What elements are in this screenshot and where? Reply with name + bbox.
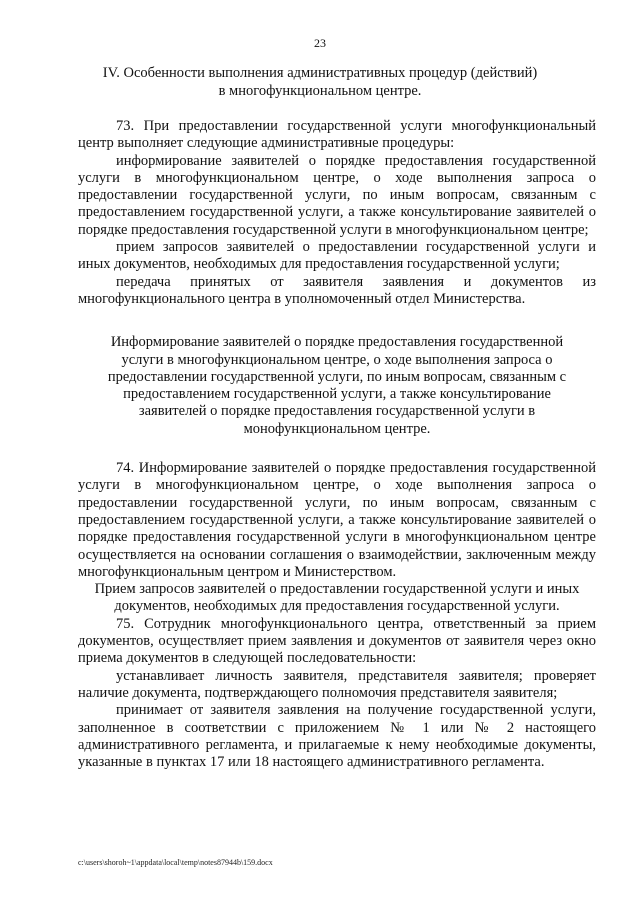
paragraph: информирование заявителей о порядке предоставления государственной услуги в многофункциональном центре, о ходе выполнения запроса о предоставлении государственной услуги, по иным вопросам, связанным с предоставлением государственной услуги, а также консультирование заявителей о порядке предоставления государственной услуги в многофункциональном центре;: [78, 152, 596, 238]
subheading: Информирование заявителей о порядке предоставления государственной услуги в многофункциональном центре, о ходе выполнения запроса о предоставлении государственной услуги, по иным вопросам, связанным с предоставлением государственной услуги, а также консультирование заявителей о порядке предоставления государственной услуги в монофункциональном центре.: [107, 334, 567, 437]
paragraph: прием запросов заявителей о предоставлении государственной услуги и иных документов, необходимых для предоставления государственной услуги;: [78, 239, 596, 273]
page-number: 23: [314, 36, 326, 50]
paragraph: принимает от заявителя заявления на получение государственной услуги, заполненное в соответствии с приложением № 1 или № 2 настоящего административного регламента, и прилагаемые к нему необходимые документы, указанные в пунктах 17 или 18 настоящего административного регламента.: [78, 702, 596, 771]
file-path-footer: c:\users\shoroh~1\appdata\local\temp\notes87944b\159.docx: [78, 858, 273, 867]
paragraph: передача принятых от заявителя заявления и документов из многофункционального центра в уполномоченный отдел Министерства.: [78, 273, 596, 307]
paragraph: устанавливает личность заявителя, представителя заявителя; проверяет наличие документа, подтверждающего полномочия представителя заявителя;: [78, 667, 596, 701]
centered-paragraph: Прием запросов заявителей о предоставлении государственной услуги и иных документов, необходимых для предоставления государственной услуги.: [94, 581, 580, 615]
paragraph: 74. Информирование заявителей о порядке предоставления государственной услуги в многофункциональном центре, о ходе выполнения запроса о предоставлении государственной услуги, по иным вопросам, связанным с предоставлением государственной услуги, а также консультирование заявителей о порядке предоставления государственной услуги в многофункциональном центре осуществляется на основании соглашения о взаимодействии, заключенным между многофункциональным центром и Министерством.: [78, 460, 596, 580]
section-heading: IV. Особенности выполнения административных процедур (действий) в многофункциональном центре.: [102, 65, 538, 99]
document-body: [78, 118, 596, 771]
paragraph: 73. При предоставлении государственной услуги многофункциональный центр выполняет следующие административные процедуры:: [78, 118, 596, 152]
paragraph: 75. Сотрудник многофункционального центра, ответственный за прием документов, осуществляет прием заявления и документов от заявителя через окно приема документов в следующей последовательности:: [78, 615, 596, 667]
